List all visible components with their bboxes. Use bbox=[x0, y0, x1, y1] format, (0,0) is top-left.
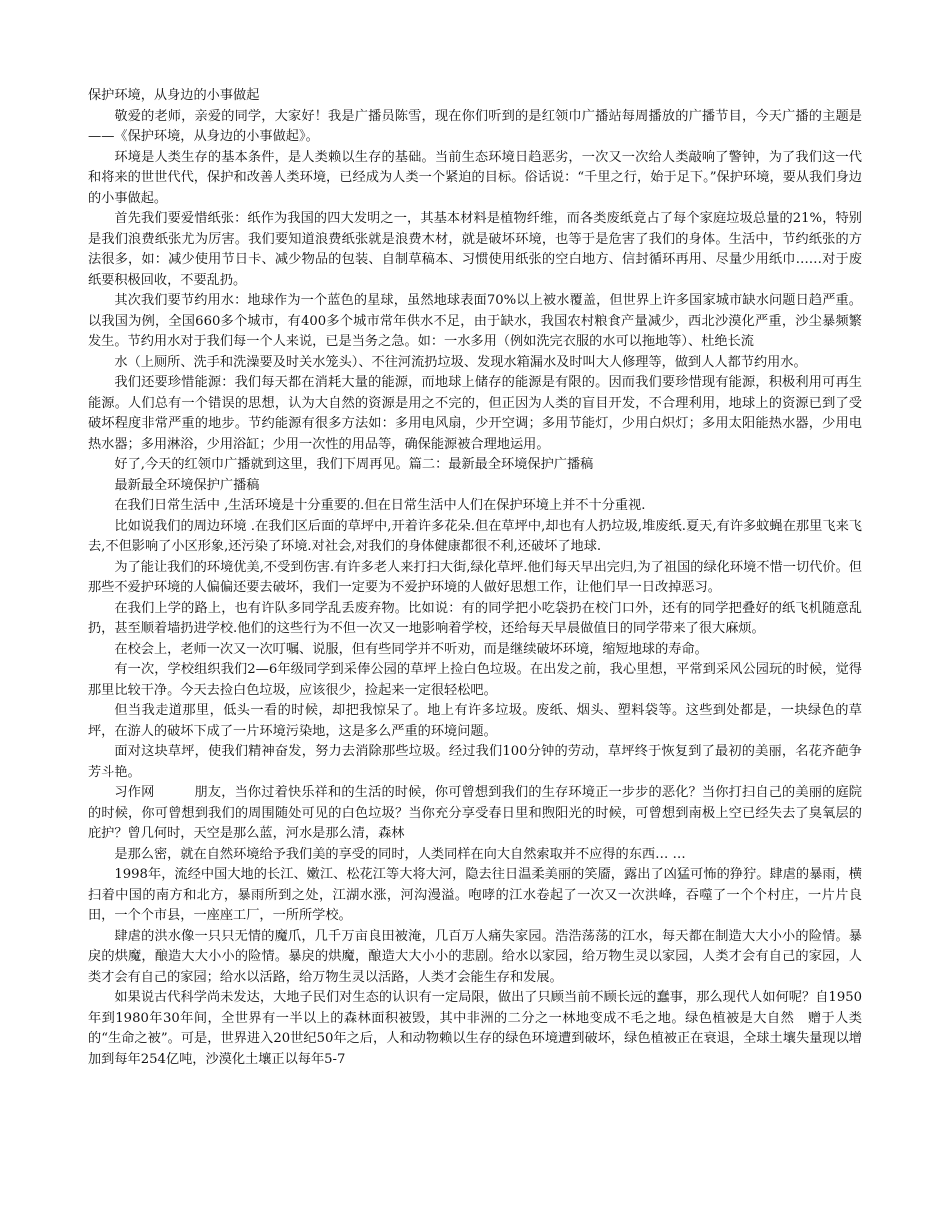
paragraph-park-trip: 有一次，学校组织我们2—6年级同学到采俸公园的草坪上捡白色垃圾。在出发之前，我心里想，平常到采风公园玩的时候，觉得那里比较干净。今天去捡白色垃圾，应该很少，捡起来一定很轻松吧。 bbox=[88, 662, 862, 698]
paragraph-school-assembly: 在校会上，老师一次又一次叮嘱、说服，但有些同学并不听劝，而是继续破坏环境，缩短地球的寿命。 bbox=[114, 641, 708, 657]
paragraph-cleanup-result: 面对这块草坪，使我们精神奋发，努力去消除那些垃圾。经过我们100分钟的劳动，草坪终于恢复到了最初的美丽，名花齐葩争芳斗艳。 bbox=[88, 744, 862, 780]
paragraph-save-water-continued: 水（上厕所、洗手和洗澡要及时关水笼头）、不往河流扔垃圾、发现水箱漏水及时叫大人修理等，做到人人都节约用水。 bbox=[114, 354, 807, 370]
paragraph-flood-damage: 肆虐的洪水像一只只无情的魔爪，几千万亩良田被淹，几百万人痛失家园。浩浩荡荡的江水，每天都在制造大大小小的险情。暴戾的烘魔，酿造大大小小的险情。暴戾的烘魔，酿造大大小小的悲剧。给水以家园，给万物生灵以家园，人类才会有自己的家园，人类才会有自己的家园；给水以活路，给万物生灵以活路，人类才会能生存和发展。 bbox=[88, 928, 862, 985]
paragraph-flood-1998: 1998年，流经中国大地的长江、嫩江、松花江等大将大河，隐去往日温柔美丽的笑靥，露出了凶猛可怖的狰狞。肆虐的暴雨，横扫着中国的南方和北方，暴雨所到之处，江湖水涨，河沟漫溢。咆哮的江水卷起了一次又一次洪峰，吞噬了一个个村庄，一片片良田，一个个市县，一座座工厂，一所所学校。 bbox=[88, 867, 862, 923]
paragraph-surroundings: 比如说我们的周边环境 .在我们区后面的草坪中,开着许多花朵.但在草坪中,却也有人扔垃圾,堆废纸.夏天,有许多蚊蝇在那里飞来飞去,不但影响了小区形象,还污染了环境.对社会,对我们的身体健康都很不利,还破坏了地球. bbox=[88, 518, 862, 554]
paragraph-environment-basis: 环境是人类生存的基本条件，是人类赖以生存的基础。当前生态环境日趋恶劣，一次又一次给人类敲响了警钟，为了我们这一代和将来的世世代代，保护和改善人类环境，已经成为人类一个紧迫的目标。俗话说：“千里之行，始于足下。”保护环境，要从我们身边的小事做起。 bbox=[88, 149, 862, 206]
document-body bbox=[88, 86, 862, 1070]
paragraph-elders-cleaning: 为了能让我们的环境优美,不受到伤害.有许多老人来打扫大街,绿化草坪.他们每天早出完归,为了祖国的绿化环境不惜一切代价。但那些不爱护环境的人偏偏还要去破坏，我们一定要为不爱护环境的人做好思想工作，让他们早一日改掉恶习。 bbox=[88, 559, 862, 595]
paragraph-friends-continued: 是那么密，就在自然环境给予我们美的享受的同时，人类同样在向大自然索取并不应得的东西… … bbox=[114, 846, 686, 862]
paragraph-save-paper: 首先我们要爱惜纸张：纸作为我国的四大发明之一，其基本材料是植物纤维，而各类废纸竟占了每个家庭垃圾总量的21%，特别是我们浪费纸张尤为厉害。我们要知道浪费纸张就是浪费木材，就是破坏环境，也等于是危害了我们的身体。生活中，节约纸张的方法很多，如：减少使用节日卡、减少物品的包装、自制草稿本、习惯使用纸张的空白地方、信封循环再用、尽量少用纸巾……对于废纸要积极回收，不要乱扔。 bbox=[88, 211, 862, 288]
paragraph-park-garbage: 但当我走道那里，低头一看的时候，却把我惊呆了。地上有许多垃圾。废纸、烟头、塑料袋等。这些到处都是，一块绿色的草坪，在游人的破坏下成了一片环境污染地，这是多么严重的环境问题。 bbox=[88, 703, 862, 739]
paragraph-greeting: 敬爱的老师，亲爱的同学，大家好！我是广播员陈雪，现在你们听到的是红领巾广播站每周播放的广播节目，今天广播的主题是——《保护环境，从身边的小事做起》。 bbox=[88, 108, 862, 144]
paragraph-friends: 习作网 朋友，当你过着快乐祥和的生活的时候，你可曾想到我们的生存环境正一步步的恶化？当你打扫自己的美丽的庭院的时候，你可曾想到我们的周围随处可见的白色垃圾？当你充分享受春日里和煦阳光的时候，可曾想到南极上空已经失去了臭氧层的庇护？曾几何时，天空是那么蓝，河水是那么清，森林 bbox=[88, 785, 862, 841]
paragraph-daily-life: 在我们日常生活中 ,生活环境是十分重要的.但在日常生活中人们在保护环境上并不十分重视. bbox=[114, 498, 646, 513]
paragraph-save-energy: 我们还要珍惜能源：我们每天都在消耗大量的能源，而地球上储存的能源是有限的。因而我们要珍惜现有能源，积极利用可再生能源。人们总有一个错误的思想，认为大自然的资源是用之不完的，但正因为人类的盲目开发，不合理利用，地球上的资源已到了受破坏程度非常严重的地步。节约能源有很多方法如：多用电风扇，少开空调；多用节能灯，少用白炽灯；多用太阳能热水器，少用电热水器；多用淋浴，少用浴缸；少用一次性的用品等，确保能源被合理地运用。 bbox=[88, 375, 862, 452]
paragraph-way-to-school: 在我们上学的路上，也有许队多同学乱丢废弃物。比如说：有的同学把小吃袋扔在校门口外，还有的同学把叠好的纸飞机随意乱扔，甚至顺着墙扔进学校.他们的这些行为不但一次又一地影响着学校，还给每天早晨做值日的同学带来了很大麻烦。 bbox=[88, 600, 862, 636]
paragraph-save-water: 其次我们要节约用水：地球作为一个蓝色的星球，虽然地球表面70%以上被水覆盖，但世界上许多国家城市缺水问题日趋严重。以我国为例，全国660多个城市，有400多个城市常年供水不足，由于缺水，我国农村粮食产量减少，西北沙漠化严重，沙尘暴频繁发生。节约用水对于我们每一个人来说，已是当务之急。如：一水多用（例如洗完衣服的水可以拖地等）、杜绝长流 bbox=[88, 293, 862, 349]
paragraph-forest-loss: 如果说古代科学尚未发达，大地子民们对生态的认识有一定局限，做出了只顾当前不顾长远的蠢事，那么现代人如何呢？自1950年到1980年30年间，全世界有一半以上的森林面积被毁，其中非洲的二分之一林地变成不毛之地。绿色植被是大自然 赠于人类的“生命之被”。可是，世界进入20世纪50年之后，人和动物赖以生存的绿色环境遭到破坏，绿色植被正在衰退，全球土壤失量现以增加到每年254亿吨，沙漠化土壤正以每年5-7 bbox=[88, 990, 862, 1067]
paragraph-closing: 好了,今天的红领巾广播就到这里，我们下周再见。篇二：最新最全环境保护广播稿 bbox=[114, 457, 594, 472]
document-title: 保护环境，从身边的小事做起 bbox=[88, 88, 260, 103]
section-heading: 最新最全环境保护广播稿 bbox=[114, 477, 260, 493]
